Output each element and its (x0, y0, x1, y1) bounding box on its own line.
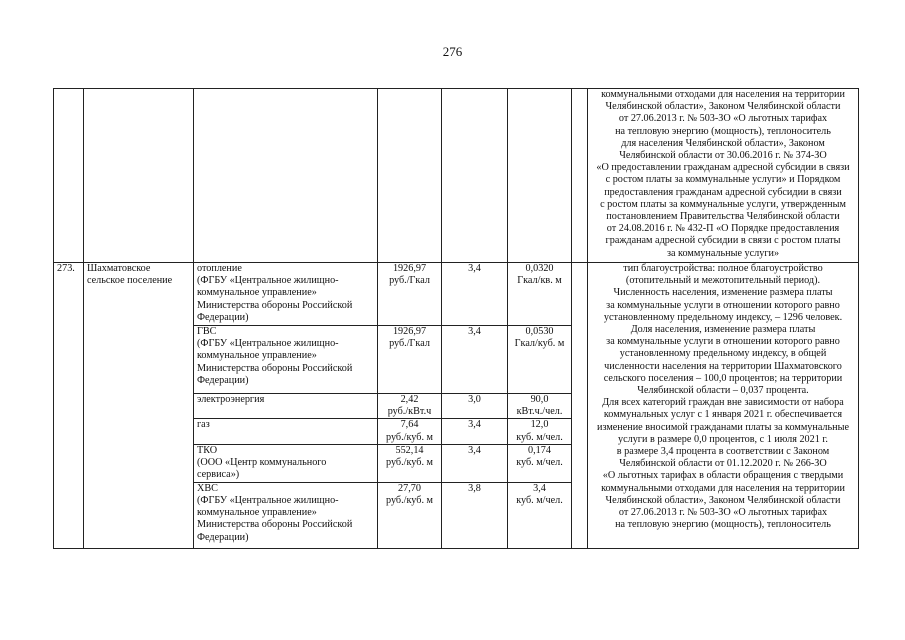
table-row (54, 89, 859, 263)
norm-value (508, 326, 572, 394)
top-row-description-line: постановлением Правительства Челябинской области (606, 211, 840, 223)
norm-value (508, 394, 572, 419)
table-body (54, 89, 859, 549)
empty-cell (572, 89, 588, 263)
service-name-line: (ФГБУ «Центральное жилищно- (197, 495, 339, 507)
top-row-description-line: от 24.08.2016 г. № 432-П «О Порядке предоставления (606, 223, 840, 235)
empty-cell (84, 89, 194, 263)
top-row-description-line: с ростом платы за коммунальные услуги» и Порядком (605, 174, 841, 186)
tariff-value-line: 7,64 (400, 419, 419, 431)
entry-description-line: численности населения на территории Шахматовского (604, 360, 842, 372)
tariff-value (378, 419, 442, 444)
tariff-value-line: 552,14 (395, 444, 424, 456)
tariff-value (378, 394, 442, 419)
tariff-value-line: 27,70 (398, 482, 421, 494)
tariff-value-line: 1926,97 (392, 263, 427, 274)
entry-description-line: Для всех категорий граждан вне зависимости от набора (602, 397, 844, 409)
empty-cell (508, 89, 572, 263)
empty-cell (194, 89, 378, 263)
entry-description-line: сельского поселения – 100,0 процентов; на территории (603, 372, 843, 384)
entry-description-line: за коммунальные услуги в отношении которого равно (606, 299, 840, 311)
entry-description-line: Доля населения, изменение размера платы (630, 324, 816, 336)
entry-description-line: Челябинской области», Законом Челябинской области (605, 494, 841, 506)
service-name (194, 326, 378, 394)
municipality (84, 263, 194, 549)
norm-value-line: Гкал/куб. м (514, 338, 565, 350)
top-row-description-line: за коммунальные услуги» (666, 247, 780, 259)
norm-value-line: 0,0530 (525, 326, 554, 337)
top-row-description-line: «О предоставлении гражданам адресной субсидии в связи (596, 162, 850, 174)
entry-description-line: «О льготных тарифах в области обращения с твердыми (602, 470, 844, 482)
tariff-value (378, 482, 442, 548)
norm-value-line: Гкал/кв. м (517, 275, 562, 287)
top-row-description-line: Челябинской области», Законом Челябинской области (605, 101, 841, 113)
service-name-line: отопление (197, 263, 242, 274)
entry-description-line: услуги в размере 0,0 процентов, с 1 июля 2021 г. (618, 433, 828, 445)
municipality-line: сельское поселение (87, 275, 173, 287)
norm-value-line: куб. м/чел. (516, 431, 563, 443)
gap-cell (572, 263, 588, 549)
index-value: 3,0 (442, 394, 508, 419)
norm-value-line: куб. м/чел. (516, 495, 563, 507)
service-name-line: ГВС (197, 326, 217, 337)
tariff-value (378, 326, 442, 394)
index-value: 3,4 (442, 263, 508, 326)
service-name-line: сервиса») (197, 469, 240, 481)
entry-description-line: за коммунальные услуги в отношении которого равно (606, 336, 840, 348)
norm-value (508, 444, 572, 482)
norm-value-line: 0,0320 (525, 263, 554, 274)
norm-value-line: кВт.ч./чел. (516, 406, 563, 418)
service-name-line: Федерации) (197, 374, 249, 386)
service-name-line: Федерации) (197, 311, 249, 323)
top-row-description-line: от 27.06.2013 г. № 503-ЗО «О льготных тарифах (618, 113, 828, 125)
service-name-line: Федерации) (197, 531, 249, 543)
top-row-description-line: предоставления гражданам адресной субсидии в связи (604, 186, 842, 198)
tariff-value-line: руб./куб. м (386, 431, 433, 443)
service-name-line: ТКО (197, 444, 218, 456)
tariff-value-line: руб./Гкал (389, 338, 430, 350)
service-name-line: коммунальное управление» (197, 287, 317, 299)
service-name-line: коммунальное управление» (197, 507, 317, 519)
entry-description-line: тип благоустройства: полное благоустройство (623, 263, 823, 274)
service-name-line: Министерства обороны Российской (197, 299, 353, 311)
entry-description-line: Численность населения, изменение размера платы (613, 287, 833, 299)
index-value: 3,4 (442, 326, 508, 394)
service-name-line: ХВС (197, 482, 218, 494)
empty-cell (54, 89, 84, 263)
municipality-line: Шахматовское (87, 263, 151, 274)
entry-description-line: от 27.06.2013 г. № 503-ЗО «О льготных тарифах (618, 507, 828, 519)
top-row-description (588, 89, 859, 263)
top-row-description-line: для населения Челябинской области», Законом (621, 137, 825, 149)
service-name-line: Министерства обороны Российской (197, 362, 353, 374)
service-name-line: (ФГБУ «Центральное жилищно- (197, 275, 339, 287)
tariff-value (378, 263, 442, 326)
tariff-value-line: 2,42 (400, 394, 419, 405)
empty-cell (442, 89, 508, 263)
entry-description-line: (отопительный и межотопительный период). (625, 275, 821, 287)
index-value: 3,4 (442, 444, 508, 482)
entry-description-line: установленному предельному индексу, в общей (619, 348, 827, 360)
top-row-description-line: Челябинской области от 30.06.2016 г. № 374-ЗО (619, 150, 827, 162)
service-name (194, 394, 378, 419)
top-row-description-line: коммунальными отходами для населения на территории (601, 89, 845, 100)
entry-description-line: на тепловую энергию (мощность), теплоноситель (615, 519, 831, 531)
tariff-table (53, 88, 859, 549)
norm-value-line: куб. м/чел. (516, 457, 563, 469)
entry-description-line: Челябинской области – 0,037 процента. (637, 385, 809, 397)
service-name-line: газ (197, 419, 210, 431)
entry-description-line: изменение вносимой гражданами платы за коммунальные (597, 421, 849, 433)
index-value: 3,4 (442, 419, 508, 444)
entry-description-line: коммунальными отходами для населения на территории (601, 482, 845, 494)
empty-cell (378, 89, 442, 263)
tariff-value-line: руб./Гкал (389, 275, 430, 287)
norm-value-line: 0,174 (528, 444, 551, 456)
entry-description-line: Челябинской области от 01.12.2020 г. № 266-ЗО (619, 458, 827, 470)
norm-value-line: 90,0 (530, 394, 549, 405)
top-row-description-line: с ростом платы за коммунальные услуги, утвержденным (600, 198, 846, 210)
entry-description-line: в размере 3,4 процента в соответствии с Законом (616, 446, 830, 458)
norm-value-line: 12,0 (530, 419, 549, 431)
entry-description-line: коммунальных услуг с 1 января 2021 г. обеспечивается (603, 409, 843, 421)
entry-description (588, 263, 859, 549)
tariff-value-line: 1926,97 (392, 326, 427, 337)
norm-value (508, 263, 572, 326)
service-name-line: (ФГБУ «Центральное жилищно- (197, 338, 339, 350)
norm-value-line: 3,4 (533, 482, 546, 494)
service-name (194, 482, 378, 548)
top-row-description-line: гражданам адресной субсидии в связи с ростом платы (605, 235, 841, 247)
table-row (54, 263, 859, 326)
tariff-value-line: руб./кВт.ч (387, 406, 432, 418)
entry-description-line: установленному предельному индексу, – 1296 человек. (603, 311, 843, 323)
row-number: 273. (54, 263, 84, 549)
service-name-line: Министерства обороны Российской (197, 519, 353, 531)
service-name (194, 444, 378, 482)
norm-value (508, 482, 572, 548)
service-name-line: электроэнергия (197, 394, 265, 405)
service-name-line: (ООО «Центр коммунального (197, 457, 327, 469)
tariff-value-line: руб./куб. м (386, 457, 433, 469)
service-name (194, 263, 378, 326)
tariff-value (378, 444, 442, 482)
top-row-description-line: на тепловую энергию (мощность), теплоноситель (615, 125, 831, 137)
service-name-line: коммунальное управление» (197, 350, 317, 362)
index-value: 3,8 (442, 482, 508, 548)
page-number: 276 (442, 44, 463, 59)
tariff-value-line: руб./куб. м (386, 495, 433, 507)
service-name (194, 419, 378, 444)
norm-value (508, 419, 572, 444)
